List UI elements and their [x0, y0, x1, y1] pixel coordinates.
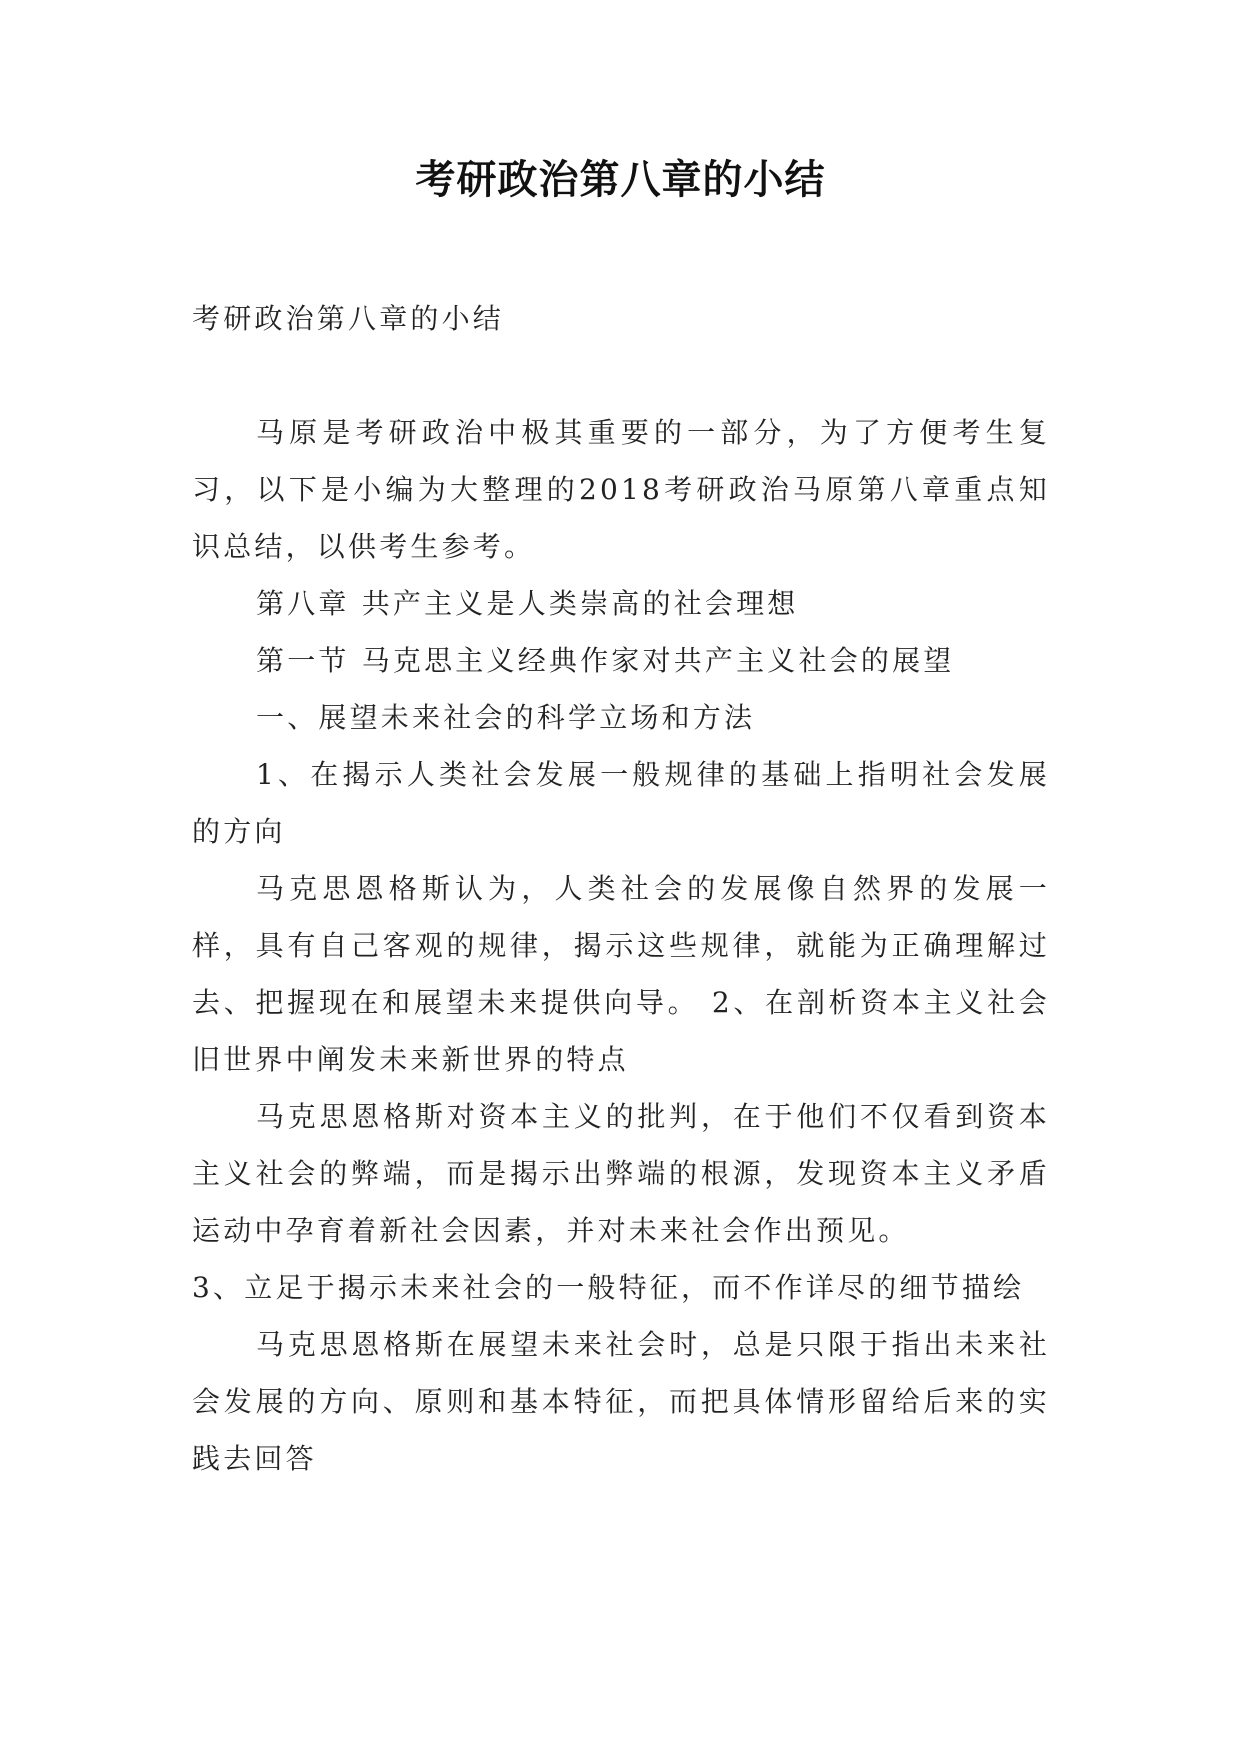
document-body — [192, 290, 1050, 1487]
paragraph-point-1: 马克思恩格斯认为，人类社会的发展像自然界的发展一样，具有自己客观的规律，揭示这些规律，就能为正确理解过去、把握现在和展望未来提供向导。 2、在剖析资本主义社会旧世界中阐发未来新世界的特点 — [192, 872, 1050, 1076]
point-3-heading: 3、立足于揭示未来社会的一般特征，而不作详尽的细节描绘 — [192, 1271, 1025, 1304]
paragraph-point-2: 马克思恩格斯对资本主义的批判，在于他们不仅看到资本主义社会的弊端，而是揭示出弊端的根源，发现资本主义矛盾运动中孕育着新社会因素，并对未来社会作出预见。 — [192, 1100, 1050, 1247]
subsection-heading: 一、展望未来社会的科学立场和方法 — [256, 701, 756, 734]
chapter-heading: 第八章 共产主义是人类崇高的社会理想 — [256, 587, 799, 620]
document-title: 考研政治第八章的小结 — [415, 157, 826, 203]
paragraph-point-3: 马克思恩格斯在展望未来社会时，总是只限于指出未来社会发展的方向、原则和基本特征，而把具体情形留给后来的实践去回答 — [192, 1328, 1050, 1475]
section-heading: 第一节 马克思主义经典作家对共产主义社会的展望 — [256, 644, 955, 677]
paragraph-intro: 马原是考研政治中极其重要的一部分，为了方便考生复习，以下是小编为大整理的2018考研政治马原第八章重点知识总结，以供考生参考。 — [192, 416, 1050, 563]
point-1-heading: 1、在揭示人类社会发展一般规律的基础上指明社会发展的方向 — [192, 758, 1050, 848]
document-subtitle: 考研政治第八章的小结 — [192, 302, 505, 335]
